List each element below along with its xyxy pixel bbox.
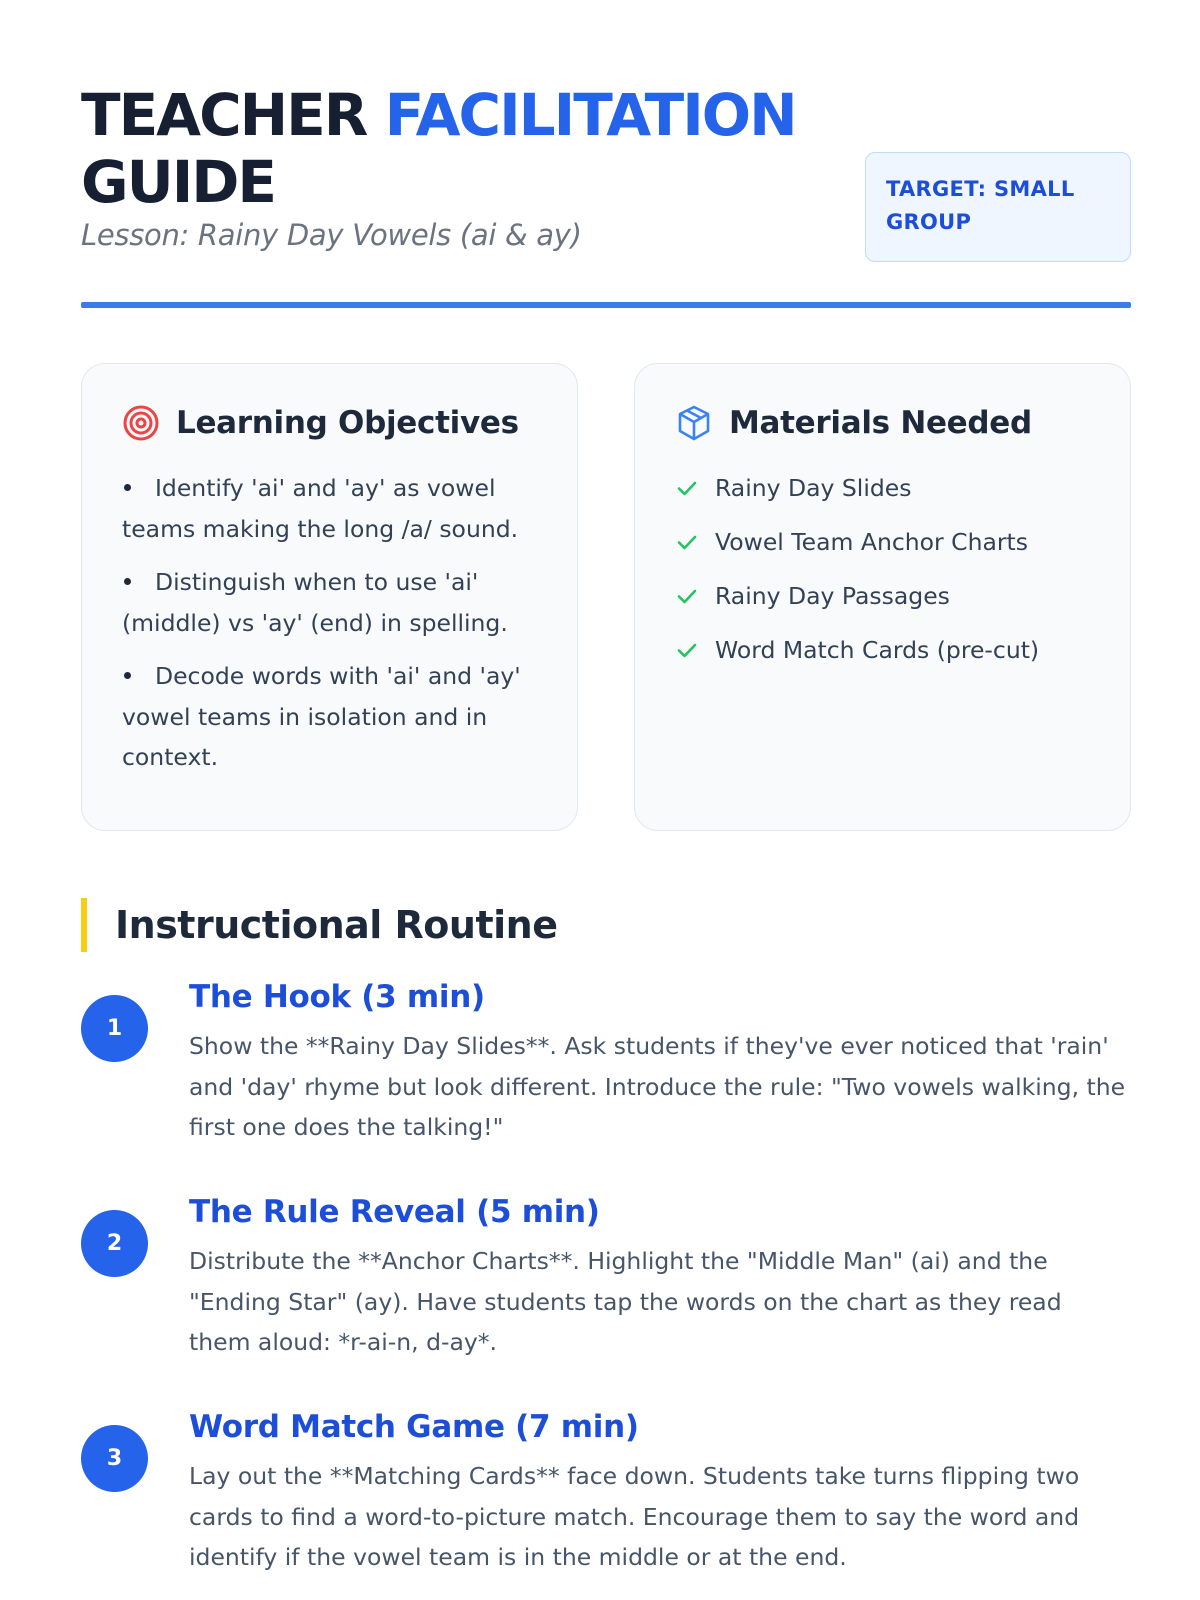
check-icon [675, 584, 699, 608]
step-number: 1 [81, 995, 148, 1062]
material-item [675, 630, 1090, 670]
materials-card [634, 363, 1131, 831]
bullet-icon [124, 484, 131, 491]
lesson-subtitle: Lesson: Rainy Day Vowels (ai & ay) [81, 218, 582, 252]
objective-text: Decode words with 'ai' and 'ay' vowel teams in isolation and in context. [122, 662, 521, 771]
check-icon [675, 638, 699, 662]
title-accent: FACILITATION [384, 81, 796, 149]
material-text: Vowel Team Anchor Charts [715, 528, 1029, 556]
step-text: Distribute the **Anchor Charts**. Highlight the "Middle Man" (ai) and the "Ending Star" (ay). Have students tap the words on the chart as they read them aloud: *r-ai-n, d-ay*. [189, 1247, 1062, 1356]
materials-title: Materials Needed [729, 405, 1032, 441]
page-title [81, 82, 851, 216]
objective-item [122, 656, 537, 778]
bullet-icon [124, 672, 131, 679]
step-text: Show the **Rainy Day Slides**. Ask students if they've ever noticed that 'rain' and 'day' rhyme but look different. Introduce the rule: "Two vowels walking, the first one does the talking!" [189, 1032, 1126, 1141]
step-title: Word Match Game (7 min) [189, 1409, 639, 1445]
step-number: 3 [81, 1425, 148, 1492]
check-icon [675, 530, 699, 554]
target-badge: TARGET: SMALL GROUP [865, 152, 1131, 262]
bullet-icon [124, 578, 131, 585]
step-body [189, 979, 1129, 1148]
objective-text: Distinguish when to use 'ai' (middle) vs 'ay' (end) in spelling. [122, 568, 508, 637]
objective-text: Identify 'ai' and 'ay' as vowel teams making the long /a/ sound. [122, 474, 519, 543]
step-title: The Hook (3 min) [189, 979, 485, 1015]
material-item [675, 522, 1090, 562]
materials-header [675, 404, 1090, 442]
title-part-1: TEACHER [81, 81, 385, 149]
routine-title: Instructional Routine [115, 903, 558, 947]
material-text: Word Match Cards (pre-cut) [715, 636, 1040, 664]
header-divider [81, 302, 1131, 308]
step-number: 2 [81, 1210, 148, 1277]
objectives-card [81, 363, 578, 831]
material-text: Rainy Day Slides [715, 474, 912, 502]
objective-item [122, 468, 537, 549]
objectives-title: Learning Objectives [176, 405, 519, 441]
step-body [189, 1194, 1129, 1363]
material-item [675, 576, 1090, 616]
objective-item [122, 562, 537, 643]
target-icon [122, 404, 160, 442]
step-text: Lay out the **Matching Cards** face down. Students take turns flipping two cards to find a word-to-picture match. Encourage them to say the word and identify if the vowel team is in the middle or at the end. [189, 1462, 1080, 1571]
objectives-header [122, 404, 537, 442]
title-part-2: GUIDE [81, 148, 276, 216]
materials-list [675, 468, 1090, 670]
page-header [81, 82, 1131, 252]
material-item [675, 468, 1090, 508]
material-text: Rainy Day Passages [715, 582, 950, 610]
objectives-list [122, 468, 537, 778]
step-body [189, 1409, 1129, 1578]
box-icon [675, 404, 713, 442]
check-icon [675, 476, 699, 500]
step-title: The Rule Reveal (5 min) [189, 1194, 600, 1230]
routine-section-header [81, 898, 557, 952]
